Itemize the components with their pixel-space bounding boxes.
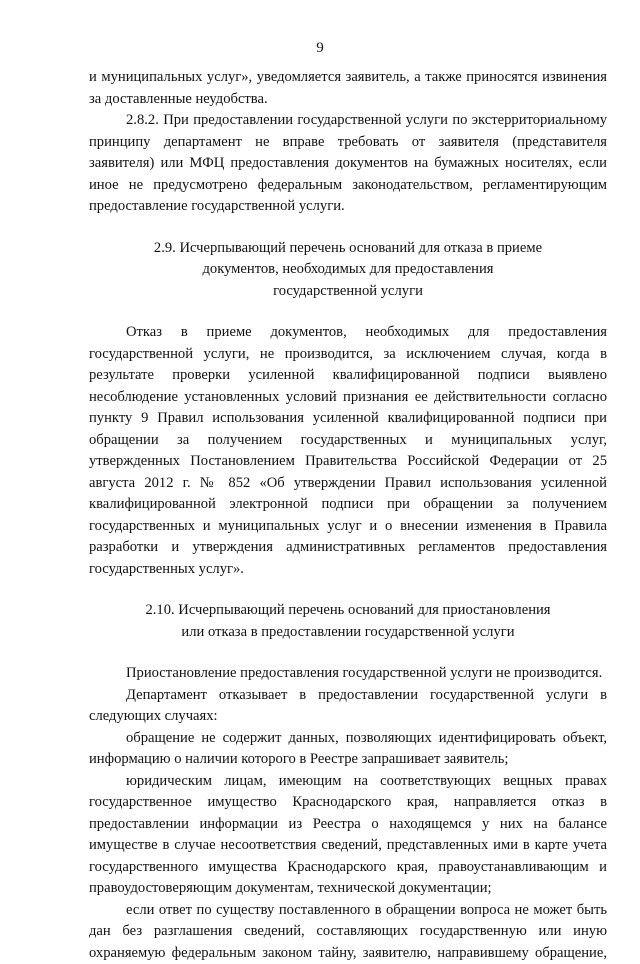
paragraph-continuation: и муниципальных услуг», уведомляется заявитель, а также приносятся извинения за доставленные неудобства. [89, 67, 607, 110]
section-heading-2-9 [89, 238, 607, 303]
paragraph-refusal-cases: Департамент отказывает в предоставлении государственной услуги в следующих случаях: [89, 685, 607, 728]
heading-line: государственной услуги [89, 281, 607, 303]
list-item-refusal: обращение не содержит данных, позволяющих идентифицировать объект, информацию о наличии которого в Реестре запрашивает заявитель; [89, 728, 607, 771]
page-number: 9 [0, 38, 640, 58]
heading-line: 2.9. Исчерпывающий перечень оснований для отказа в приеме [89, 238, 607, 260]
document-body [89, 67, 607, 964]
list-item-refusal: юридическим лицам, имеющим на соответствующих вещных правах государственное имущество Краснодарского края, направляется отказ в предоставлении информации из Реестра о находящемся у них на балансе имуществе в случае несоответствия сведений, представленных ими в карте учета государственного имущества Краснодарского края, правоустанавливающим и правоудостоверяющим документам, технической документации; [89, 771, 607, 900]
heading-line: или отказа в предоставлении государственной услуги [89, 622, 607, 644]
heading-line: 2.10. Исчерпывающий перечень оснований для приостановления [89, 600, 607, 622]
paragraph-2-8-2: 2.8.2. При предоставлении государственной услуги по экстерриториальному принципу департамент не вправе требовать от заявителя (представителя заявителя) или МФЦ предоставления документов на бумажных носителях, если иное не предусмотрено федеральным законодательством, регламентирующим предоставление государственной услуги. [89, 110, 607, 218]
list-item-refusal: если ответ по существу поставленного в обращении вопроса не может быть дан без разглашения сведений, составляющих государственную или иную охраняемую федеральным законом тайну, заявителю, направившему обращение, [89, 900, 607, 964]
section-heading-2-10 [89, 600, 607, 643]
heading-line: документов, необходимых для предоставления [89, 259, 607, 281]
paragraph-2-9: Отказ в приеме документов, необходимых для предоставления государственной услуги, не производится, за исключением случая, когда в результате проверки усиленной квалифицированной подписи выявлено несоблюдение установленных условий признания ее действительности согласно пункту 9 Правил использования усиленной квалифицированной подписи при обращении за получением государственных и муниципальных услуг, утвержденных Постановлением Правительства Российской Федерации от 25 августа 2012 г. № 852 «Об утверждении Правил использования усиленной квалифицированной электронной подписи при обращении за получением государственных и муниципальных услуг и о внесении изменения в Правила разработки и утверждения административных регламентов предоставления государственных услуг». [89, 322, 607, 580]
paragraph-suspension: Приостановление предоставления государственной услуги не производится. [89, 663, 607, 685]
